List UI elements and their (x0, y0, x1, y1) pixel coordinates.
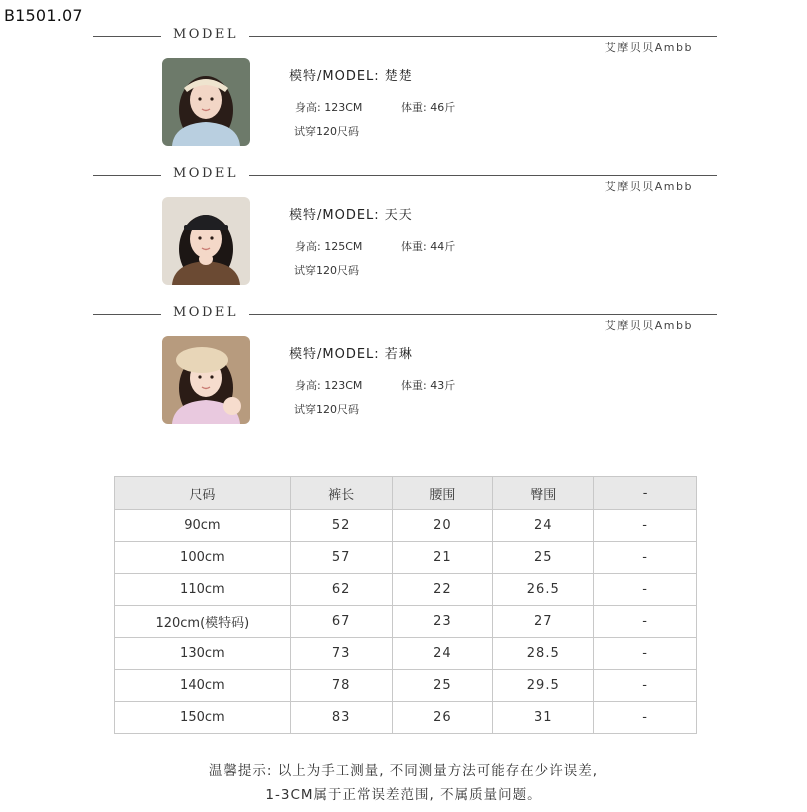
table-cell: 73 (290, 638, 392, 670)
table-cell: 120cm(模特码) (115, 606, 291, 638)
table-cell: 100cm (115, 542, 291, 574)
model-name: 模特/MODEL: 若琳 (289, 347, 413, 362)
model-weight: 体重: 43斤 (401, 379, 456, 392)
table-row (115, 638, 697, 670)
divider-line (249, 36, 717, 37)
divider-line (249, 314, 717, 315)
table-row (115, 702, 697, 734)
portrait-image (162, 197, 250, 285)
table-cell: 26 (392, 702, 493, 734)
header-extra: - (594, 477, 697, 510)
table-cell: 24 (392, 638, 493, 670)
header-size: 尺码 (115, 477, 291, 510)
header-waist: 腰围 (392, 477, 493, 510)
model-weight: 体重: 44斤 (401, 240, 456, 253)
table-cell: - (594, 702, 697, 734)
table-cell: 140cm (115, 670, 291, 702)
table-cell: 78 (290, 670, 392, 702)
table-cell: - (594, 670, 697, 702)
table-cell: 150cm (115, 702, 291, 734)
model-height: 身高: 125CM (295, 240, 363, 253)
table-cell: 22 (392, 574, 493, 606)
table-cell: 24 (493, 510, 594, 542)
model-photo (162, 58, 250, 146)
divider-line (93, 36, 161, 37)
size-table (114, 476, 697, 734)
table-cell: 57 (290, 542, 392, 574)
table-cell: - (594, 606, 697, 638)
table-cell: 25 (493, 542, 594, 574)
model-photo (162, 197, 250, 285)
brand-label: 艾摩贝贝Ambb (604, 41, 693, 54)
table-cell: - (594, 510, 697, 542)
table-cell: 31 (493, 702, 594, 734)
header-pants-length: 裤长 (290, 477, 392, 510)
table-cell: 67 (290, 606, 392, 638)
note-line-2: 1-3CM属于正常误差范围, 不属质量问题。 (265, 787, 542, 803)
divider-line (93, 175, 161, 176)
table-cell: 130cm (115, 638, 291, 670)
brand-label: 艾摩贝贝Ambb (604, 319, 693, 332)
table-row (115, 574, 697, 606)
product-code: B1501.07 (4, 6, 83, 25)
model-stats (295, 238, 456, 254)
table-cell: 52 (290, 510, 392, 542)
table-row (115, 542, 697, 574)
portrait-image (162, 336, 250, 424)
table-cell: 62 (290, 574, 392, 606)
table-header-row (115, 477, 697, 510)
table-cell: 27 (493, 606, 594, 638)
model-block-2 (0, 166, 807, 305)
divider-line (249, 175, 717, 176)
header-hip: 臀围 (493, 477, 594, 510)
table-cell: - (594, 542, 697, 574)
model-block-1 (0, 27, 807, 166)
table-cell: 83 (290, 702, 392, 734)
table-cell: 28.5 (493, 638, 594, 670)
table-cell: 25 (392, 670, 493, 702)
model-stats (295, 377, 456, 393)
trial-size: 试穿120尺码 (294, 125, 359, 138)
table-cell: 21 (392, 542, 493, 574)
note-line-1: 温馨提示: 以上为手工测量, 不同测量方法可能存在少许误差, (208, 763, 599, 779)
section-label: MODEL (173, 305, 239, 320)
table-cell: - (594, 638, 697, 670)
model-photo (162, 336, 250, 424)
table-cell: - (594, 574, 697, 606)
section-label: MODEL (173, 166, 239, 181)
trial-size: 试穿120尺码 (294, 403, 359, 416)
table-cell: 20 (392, 510, 493, 542)
model-block-3 (0, 305, 807, 444)
table-cell: 110cm (115, 574, 291, 606)
table-row (115, 510, 697, 542)
table-cell: 29.5 (493, 670, 594, 702)
model-height: 身高: 123CM (295, 101, 363, 114)
table-row (115, 670, 697, 702)
model-name: 模特/MODEL: 楚楚 (289, 69, 413, 84)
portrait-image (162, 58, 250, 146)
table-cell: 26.5 (493, 574, 594, 606)
table-cell: 23 (392, 606, 493, 638)
model-name: 模特/MODEL: 天天 (289, 208, 413, 223)
brand-label: 艾摩贝贝Ambb (604, 180, 693, 193)
trial-size: 试穿120尺码 (294, 264, 359, 277)
table-row (115, 606, 697, 638)
divider-line (93, 314, 161, 315)
model-weight: 体重: 46斤 (401, 101, 456, 114)
table-cell: 90cm (115, 510, 291, 542)
model-stats (295, 99, 456, 115)
section-label: MODEL (173, 27, 239, 42)
model-height: 身高: 123CM (295, 379, 363, 392)
